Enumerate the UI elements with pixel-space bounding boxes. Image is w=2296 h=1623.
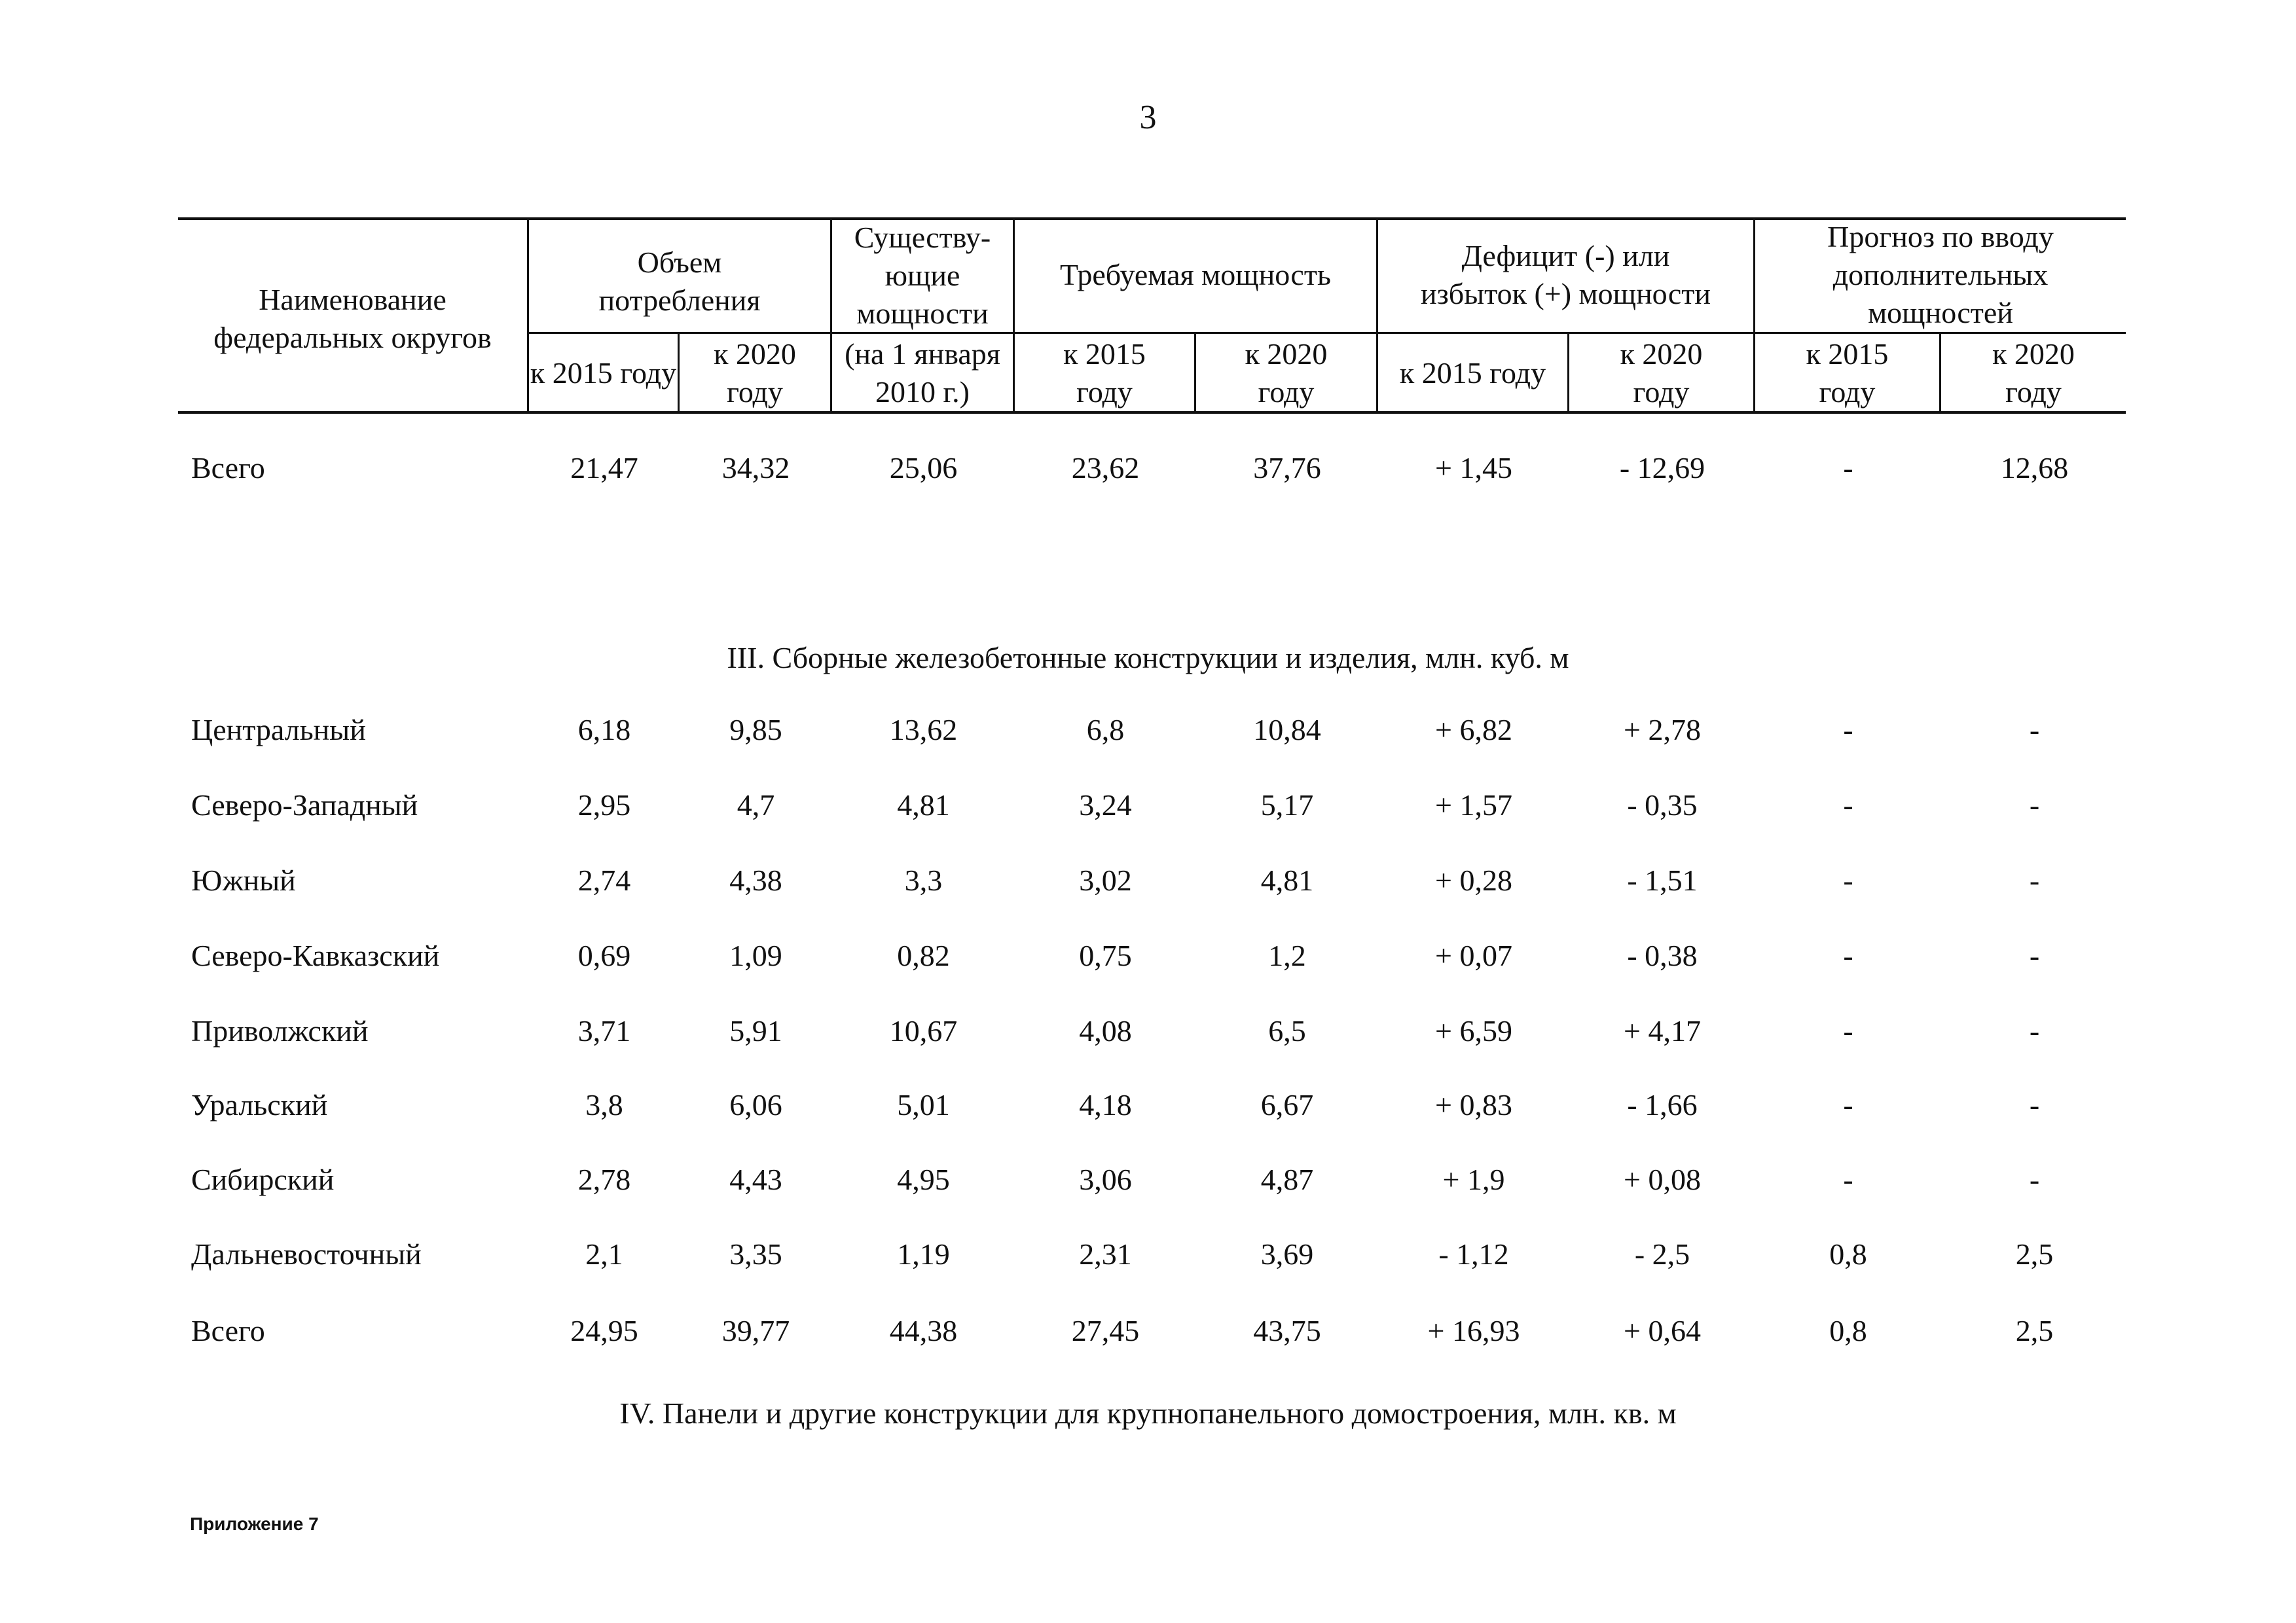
value-deficit-2020: - 2,5 — [1634, 1237, 1690, 1271]
value-forecast-2020: 2,5 — [2015, 1314, 2054, 1347]
value-existing: 10,67 — [889, 1014, 958, 1048]
value-deficit-2015: + 0,07 — [1435, 939, 1512, 972]
table-row-total-previous — [0, 442, 2296, 494]
value-consumption-2020: 1,09 — [729, 939, 782, 972]
value-existing: 1,19 — [897, 1237, 950, 1271]
header-forecast-group: Прогноз по вводу дополнительных мощностей — [1827, 219, 2054, 329]
value-forecast-2020: 2,5 — [2015, 1237, 2054, 1271]
header-deficit-group: Дефицит (-) или избыток (+) мощности — [1421, 238, 1711, 310]
value-deficit-2020: - 12,69 — [1619, 451, 1705, 484]
value-required-2020: 3,69 — [1260, 1237, 1314, 1271]
value-forecast-2015: - — [1843, 713, 1853, 746]
header-name-column: Наименование федеральных округов — [213, 283, 492, 354]
value-deficit-2015: + 1,9 — [1442, 1163, 1505, 1196]
header-bottom-rule — [178, 411, 2126, 414]
value-deficit-2015: + 16,93 — [1427, 1314, 1520, 1347]
section-title-iv: IV. Панели и другие конструкции для крупнопанельного домостроения, млн. кв. м — [619, 1396, 1677, 1430]
value-forecast-2020: - — [2029, 788, 2040, 822]
value-consumption-2015: 0,69 — [577, 939, 631, 972]
table-header — [178, 217, 2126, 414]
table-row — [0, 1005, 2296, 1057]
value-consumption-2020: 34,32 — [721, 451, 790, 484]
value-deficit-2020: - 0,38 — [1627, 939, 1698, 972]
value-forecast-2020: - — [2029, 1163, 2040, 1196]
table-row — [0, 930, 2296, 982]
value-deficit-2015: + 0,28 — [1435, 864, 1512, 897]
header-required-2020: к 2020 году — [1245, 337, 1328, 409]
value-required-2020: 37,76 — [1253, 451, 1321, 484]
value-existing: 5,01 — [897, 1088, 950, 1122]
row-name: Уральский — [191, 1088, 328, 1122]
header-existing: Существу-ющие мощности — [854, 220, 991, 330]
value-deficit-2015: + 0,83 — [1435, 1088, 1512, 1122]
value-required-2020: 4,87 — [1260, 1163, 1314, 1196]
value-forecast-2015: - — [1843, 864, 1853, 897]
value-deficit-2020: - 1,66 — [1627, 1088, 1698, 1122]
value-existing: 13,62 — [889, 713, 958, 746]
value-forecast-2015: - — [1843, 1014, 1853, 1048]
row-name: Всего — [191, 1314, 265, 1347]
header-deficit-2020: к 2020 году — [1620, 337, 1703, 409]
value-required-2015: 2,31 — [1079, 1237, 1132, 1271]
value-deficit-2015: + 1,57 — [1435, 788, 1512, 822]
value-consumption-2015: 2,74 — [577, 864, 631, 897]
value-forecast-2020: - — [2029, 1088, 2040, 1122]
value-required-2015: 3,24 — [1079, 788, 1132, 822]
value-existing: 44,38 — [889, 1314, 958, 1347]
value-forecast-2015: - — [1843, 451, 1853, 484]
row-name: Всего — [191, 451, 265, 484]
table-row — [0, 1154, 2296, 1206]
table-row — [0, 779, 2296, 831]
value-consumption-2020: 6,06 — [729, 1088, 782, 1122]
value-forecast-2020: 12,68 — [2000, 451, 2069, 484]
value-forecast-2015: - — [1843, 1088, 1853, 1122]
value-consumption-2020: 4,38 — [729, 864, 782, 897]
value-forecast-2020: - — [2029, 1014, 2040, 1048]
value-consumption-2015: 2,95 — [577, 788, 631, 822]
value-forecast-2015: - — [1843, 788, 1853, 822]
value-deficit-2015: + 1,45 — [1435, 451, 1512, 484]
row-name: Приволжский — [191, 1014, 369, 1048]
value-consumption-2015: 2,78 — [577, 1163, 631, 1196]
table-row — [0, 704, 2296, 756]
value-required-2015: 4,08 — [1079, 1014, 1132, 1048]
header-deficit-2015: к 2015 году — [1399, 356, 1546, 390]
table-row — [0, 1079, 2296, 1131]
header-required-2015: к 2015 году — [1063, 337, 1146, 409]
value-existing: 25,06 — [889, 451, 958, 484]
value-consumption-2015: 6,18 — [577, 713, 631, 746]
row-name: Северо-Кавказский — [191, 939, 440, 972]
section-title-iii: III. Сборные железобетонные конструкции и изделия, млн. куб. м — [727, 641, 1569, 674]
row-name: Центральный — [191, 713, 366, 746]
header-forecast-2020: к 2020 году — [1992, 337, 2075, 409]
header-consumption-group: Объем потребления — [598, 245, 761, 317]
value-consumption-2020: 39,77 — [721, 1314, 790, 1347]
table-row — [0, 1305, 2296, 1357]
value-consumption-2015: 3,71 — [577, 1014, 631, 1048]
header-existing-date: (на 1 января 2010 г.) — [845, 337, 1000, 409]
row-name: Дальневосточный — [191, 1237, 422, 1271]
value-consumption-2015: 3,8 — [585, 1088, 623, 1122]
value-required-2020: 4,81 — [1260, 864, 1314, 897]
header-consumption-2020: к 2020 году — [714, 337, 796, 409]
value-forecast-2015: - — [1843, 939, 1853, 972]
value-consumption-2020: 4,43 — [729, 1163, 782, 1196]
value-deficit-2020: + 4,17 — [1624, 1014, 1701, 1048]
value-required-2020: 6,67 — [1260, 1088, 1314, 1122]
value-required-2020: 5,17 — [1260, 788, 1314, 822]
footer-appendix: Приложение 7 — [190, 1514, 319, 1534]
row-name: Сибирский — [191, 1163, 335, 1196]
value-consumption-2020: 5,91 — [729, 1014, 782, 1048]
value-existing: 3,3 — [904, 864, 943, 897]
value-deficit-2015: + 6,82 — [1435, 713, 1512, 746]
value-required-2020: 1,2 — [1268, 939, 1306, 972]
table-row — [0, 854, 2296, 907]
value-consumption-2015: 24,95 — [570, 1314, 638, 1347]
value-forecast-2020: - — [2029, 864, 2040, 897]
value-forecast-2020: - — [2029, 939, 2040, 972]
page-number: 3 — [1139, 99, 1157, 136]
row-name: Южный — [191, 864, 296, 897]
value-consumption-2015: 2,1 — [585, 1237, 623, 1271]
value-required-2015: 6,8 — [1086, 713, 1125, 746]
header-required-group: Требуемая мощность — [1060, 257, 1331, 291]
value-deficit-2020: + 2,78 — [1624, 713, 1701, 746]
value-deficit-2020: + 0,64 — [1624, 1314, 1701, 1347]
value-deficit-2015: + 6,59 — [1435, 1014, 1512, 1048]
value-existing: 4,95 — [897, 1163, 950, 1196]
value-required-2015: 4,18 — [1079, 1088, 1132, 1122]
value-required-2015: 23,62 — [1071, 451, 1140, 484]
value-deficit-2020: - 0,35 — [1627, 788, 1698, 822]
value-required-2015: 0,75 — [1079, 939, 1132, 972]
value-consumption-2020: 9,85 — [729, 713, 782, 746]
value-required-2020: 43,75 — [1253, 1314, 1321, 1347]
table-row — [0, 1228, 2296, 1281]
value-required-2015: 3,02 — [1079, 864, 1132, 897]
value-existing: 0,82 — [897, 939, 950, 972]
value-existing: 4,81 — [897, 788, 950, 822]
value-consumption-2020: 4,7 — [737, 788, 775, 822]
header-mid-rule — [528, 332, 2126, 334]
row-name: Северо-Западный — [191, 788, 418, 822]
value-forecast-2020: - — [2029, 713, 2040, 746]
value-deficit-2020: - 1,51 — [1627, 864, 1698, 897]
value-forecast-2015: 0,8 — [1829, 1314, 1867, 1347]
value-forecast-2015: 0,8 — [1829, 1237, 1867, 1271]
value-required-2015: 3,06 — [1079, 1163, 1132, 1196]
header-consumption-2015: к 2015 году — [530, 356, 677, 390]
value-deficit-2020: + 0,08 — [1624, 1163, 1701, 1196]
header-forecast-2015: к 2015 году — [1806, 337, 1889, 409]
value-required-2020: 6,5 — [1268, 1014, 1306, 1048]
value-consumption-2020: 3,35 — [729, 1237, 782, 1271]
value-consumption-2015: 21,47 — [570, 451, 638, 484]
value-required-2015: 27,45 — [1071, 1314, 1140, 1347]
value-forecast-2015: - — [1843, 1163, 1853, 1196]
value-deficit-2015: - 1,12 — [1438, 1237, 1509, 1271]
value-required-2020: 10,84 — [1253, 713, 1321, 746]
